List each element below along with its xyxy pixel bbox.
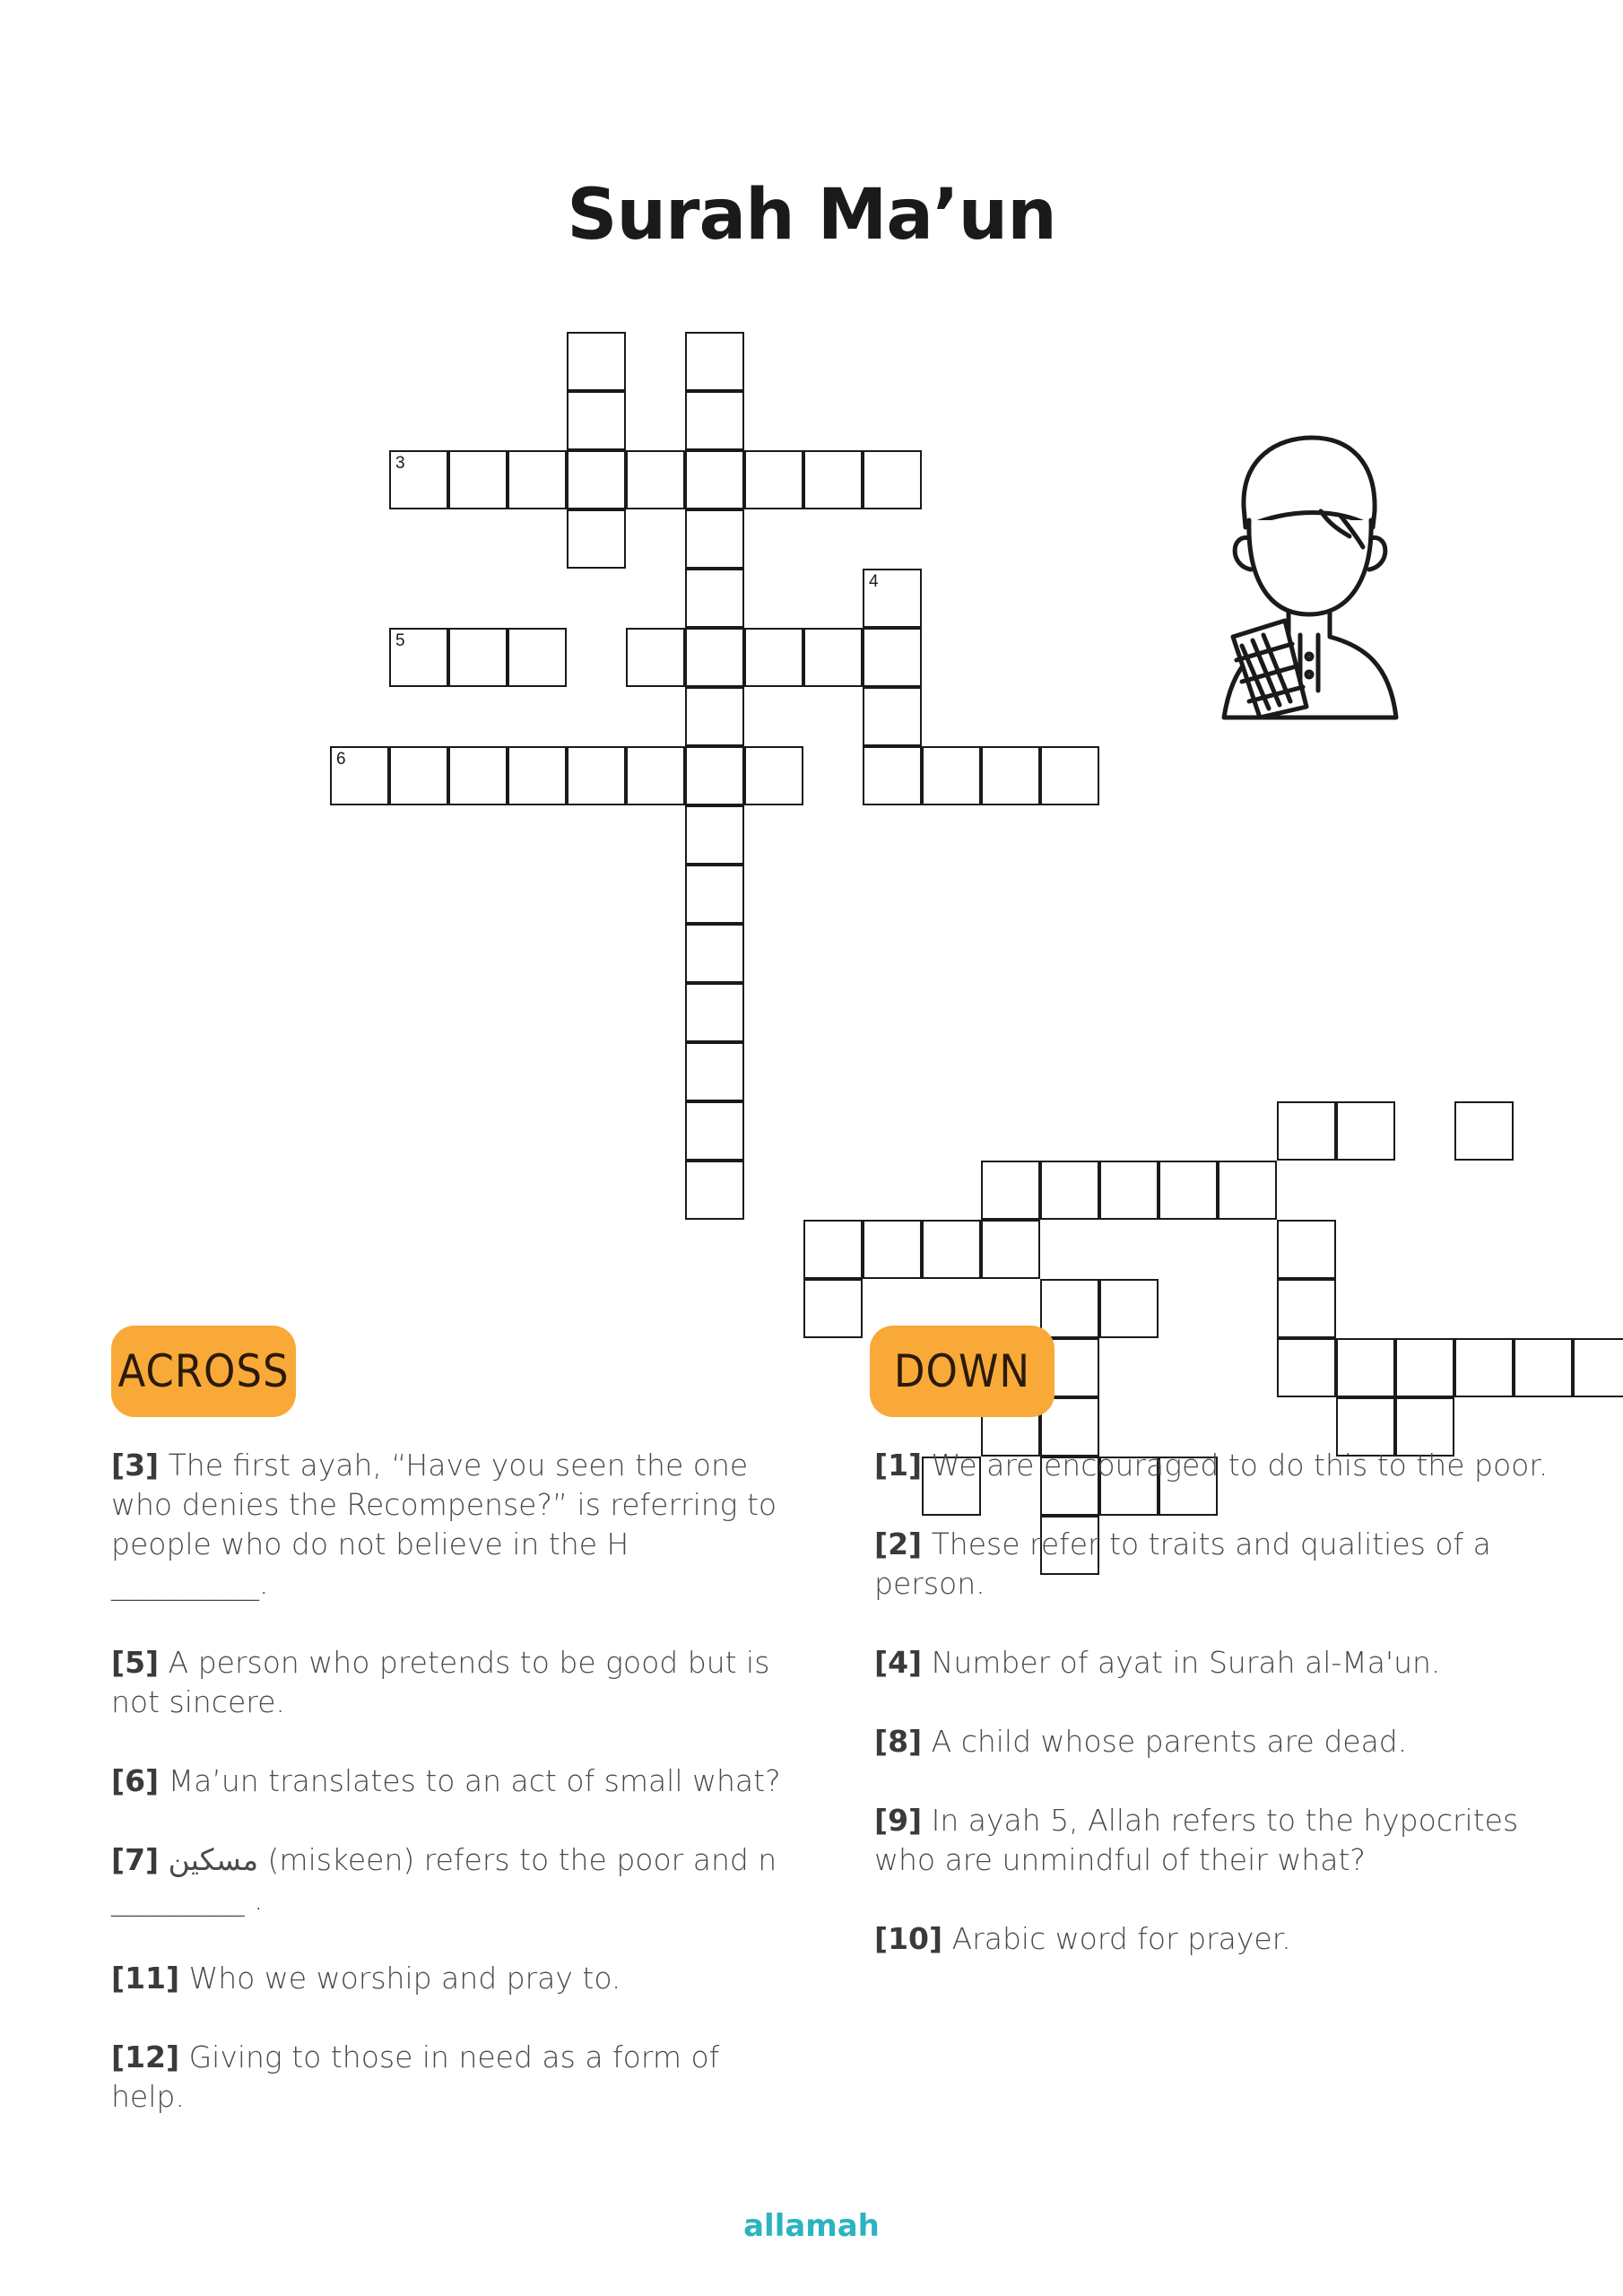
- clue-text: Arabic word for prayer.: [942, 1921, 1291, 1956]
- grid-cell[interactable]: [863, 1220, 922, 1279]
- grid-cell[interactable]: [981, 746, 1040, 805]
- grid-cell[interactable]: [685, 1161, 744, 1220]
- grid-cell[interactable]: [1277, 1101, 1336, 1161]
- clue-number: 5: [395, 631, 405, 650]
- grid-cell[interactable]: [685, 746, 744, 805]
- grid-cell[interactable]: [685, 569, 744, 628]
- grid-cell[interactable]: [863, 569, 922, 628]
- across-clue: [111, 1959, 793, 1998]
- clue-text: A person who pretends to be good but is not sincere.: [111, 1645, 770, 1719]
- page-title: Surah Ma’un: [567, 175, 1056, 256]
- grid-cell[interactable]: [863, 746, 922, 805]
- grid-cell[interactable]: [1336, 1101, 1395, 1161]
- grid-cell[interactable]: [1040, 1161, 1099, 1220]
- brand-logo: allamah: [743, 2208, 880, 2244]
- grid-cell[interactable]: [744, 628, 803, 687]
- grid-cell[interactable]: [685, 983, 744, 1042]
- grid-cell[interactable]: [508, 746, 567, 805]
- grid-cell[interactable]: [626, 746, 685, 805]
- grid-cell[interactable]: [685, 1042, 744, 1101]
- grid-cell[interactable]: [567, 746, 626, 805]
- across-clue: [111, 1446, 793, 1604]
- clue-text: In ayah 5, Allah refers to the hypocrites who are unmindful of their what?: [874, 1803, 1519, 1877]
- down-heading: DOWN: [870, 1326, 1055, 1417]
- grid-cell[interactable]: [863, 687, 922, 746]
- clue-label: [3]: [111, 1448, 160, 1483]
- clue-label: [11]: [111, 1961, 180, 1996]
- clue-label: [1]: [874, 1448, 923, 1483]
- grid-cell[interactable]: [685, 924, 744, 983]
- clue-text: A child whose parents are dead.: [922, 1724, 1408, 1759]
- clue-label: [8]: [874, 1724, 923, 1759]
- across-clue: [111, 1643, 793, 1722]
- grid-cell[interactable]: [389, 450, 448, 509]
- clue-text: مسكين (miskeen) refers to the poor and n _________ .: [111, 1842, 777, 1917]
- grid-cell[interactable]: [1573, 1338, 1623, 1397]
- grid-cell[interactable]: [685, 391, 744, 450]
- grid-cell[interactable]: [744, 746, 803, 805]
- grid-cell[interactable]: [922, 1220, 981, 1279]
- down-clue: [874, 1643, 1556, 1683]
- grid-cell[interactable]: [330, 746, 389, 805]
- grid-cell[interactable]: [685, 1101, 744, 1161]
- grid-cell[interactable]: [863, 450, 922, 509]
- grid-cell[interactable]: [803, 450, 863, 509]
- across-clues: [111, 1446, 793, 2156]
- grid-cell[interactable]: [744, 450, 803, 509]
- clue-text: These refer to traits and qualities of a person.: [874, 1526, 1491, 1601]
- clue-text: Ma’un translates to an act of small what?: [159, 1763, 781, 1798]
- grid-cell[interactable]: [448, 628, 508, 687]
- clue-label: [7]: [111, 1842, 160, 1877]
- clue-text: The first ayah, “Have you seen the one who denies the Recompense?” is referring to people who do not believe in the H __________.: [111, 1448, 777, 1601]
- down-clue: [874, 1525, 1556, 1604]
- grid-cell[interactable]: [1514, 1338, 1573, 1397]
- across-clue: [111, 1840, 793, 1919]
- grid-cell[interactable]: [1277, 1338, 1336, 1397]
- grid-cell[interactable]: [685, 450, 744, 509]
- grid-cell[interactable]: [448, 450, 508, 509]
- clue-text: Who we worship and pray to.: [179, 1961, 621, 1996]
- grid-cell[interactable]: [981, 1161, 1040, 1220]
- across-clue: [111, 2038, 793, 2117]
- grid-cell[interactable]: [1277, 1220, 1336, 1279]
- clue-number: 3: [395, 454, 405, 473]
- grid-cell[interactable]: [922, 746, 981, 805]
- grid-cell[interactable]: [567, 332, 626, 391]
- grid-cell[interactable]: [508, 628, 567, 687]
- clue-text: We are encouraged to do this to the poor.: [922, 1448, 1549, 1483]
- grid-cell[interactable]: [685, 509, 744, 569]
- grid-cell[interactable]: [626, 628, 685, 687]
- clue-text: Giving to those in need as a form of help.: [111, 2039, 720, 2114]
- grid-cell[interactable]: [567, 391, 626, 450]
- grid-cell[interactable]: [389, 746, 448, 805]
- grid-cell[interactable]: [1040, 746, 1099, 805]
- grid-cell[interactable]: [685, 628, 744, 687]
- down-clues: [874, 1446, 1556, 1998]
- grid-cell[interactable]: [803, 628, 863, 687]
- down-clue: [874, 1722, 1556, 1761]
- grid-cell[interactable]: [685, 332, 744, 391]
- grid-cell[interactable]: [981, 1220, 1040, 1279]
- clue-label: [2]: [874, 1526, 923, 1561]
- clue-number: 4: [869, 572, 879, 591]
- grid-cell[interactable]: [685, 687, 744, 746]
- grid-cell[interactable]: [1218, 1161, 1277, 1220]
- clue-label: [6]: [111, 1763, 160, 1798]
- grid-cell[interactable]: [448, 746, 508, 805]
- grid-cell[interactable]: [803, 1220, 863, 1279]
- grid-cell[interactable]: [1099, 1161, 1159, 1220]
- down-clue: [874, 1446, 1556, 1485]
- grid-cell[interactable]: [863, 628, 922, 687]
- across-clue: [111, 1761, 793, 1801]
- boy-illustration: [1206, 422, 1412, 722]
- across-heading: ACROSS: [111, 1326, 296, 1417]
- clue-label: [5]: [111, 1645, 160, 1680]
- clue-label: [4]: [874, 1645, 923, 1680]
- grid-cell[interactable]: [626, 450, 685, 509]
- grid-cell[interactable]: [389, 628, 448, 687]
- grid-cell[interactable]: [1454, 1101, 1514, 1161]
- down-clue: [874, 1919, 1556, 1959]
- grid-cell[interactable]: [803, 1279, 863, 1338]
- grid-cell[interactable]: [1099, 1279, 1159, 1338]
- down-clue: [874, 1801, 1556, 1880]
- clue-text: Number of ayat in Surah al-Ma'un.: [922, 1645, 1441, 1680]
- clue-label: [9]: [874, 1803, 923, 1838]
- grid-cell[interactable]: [685, 805, 744, 865]
- grid-cell[interactable]: [1454, 1338, 1514, 1397]
- grid-cell[interactable]: [508, 450, 567, 509]
- clue-number: 6: [336, 750, 346, 769]
- grid-cell[interactable]: [1336, 1338, 1395, 1397]
- grid-cell[interactable]: [567, 450, 626, 509]
- grid-cell[interactable]: [1277, 1279, 1336, 1338]
- clue-label: [12]: [111, 2039, 180, 2074]
- grid-cell[interactable]: [685, 865, 744, 924]
- grid-cell[interactable]: [567, 509, 626, 569]
- clue-label: [10]: [874, 1921, 943, 1956]
- grid-cell[interactable]: [1040, 1279, 1099, 1338]
- grid-cell[interactable]: [1159, 1161, 1218, 1220]
- grid-cell[interactable]: [1395, 1338, 1454, 1397]
